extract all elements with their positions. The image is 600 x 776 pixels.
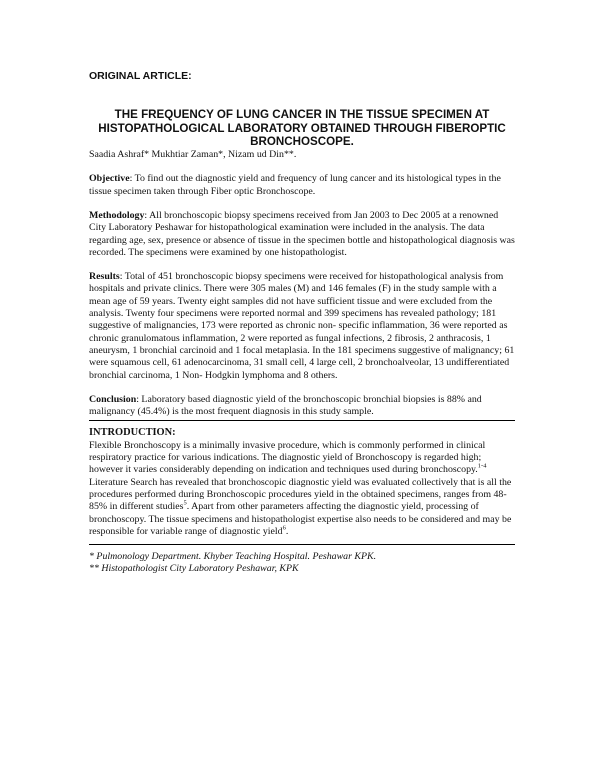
- footnote-2: ** Histopathologist City Laboratory Peshawar, KPK: [89, 563, 299, 575]
- introduction-paragraph-2: Literature Search has revealed that bronchoscopic diagnostic yield was evaluated collectively that is all the procedures performed during Bronchoscopic procedures yield in the obtained specimens, ranges from 48-85% in different studies$^5$. Apart from other parameters affecting the diagnostic yield, processing of bronchoscopy. The tissue specimens and histopathologist expertise also needs to be considered and may be responsible for variable range of diagnostic yield$^6$.: [89, 476, 512, 537]
- footnotes: [89, 551, 515, 576]
- section-divider: [89, 420, 515, 421]
- reference-marker: 1-4: [477, 463, 487, 471]
- conclusion-paragraph: [89, 394, 515, 419]
- introduction-paragraph-1: Flexible Bronchoscopy is a minimally invasive procedure, which is commonly performed in clinical respiratory practice for various indications. The diagnostic yield of Bronchoscopy is regarded high; however it varies considerably depending on indication and techniques used during bronchoscopy.$^{1-4}$: [89, 439, 487, 476]
- article-type: ORIGINAL ARTICLE:: [89, 70, 192, 82]
- reference-marker: 5: [183, 499, 187, 507]
- reference-marker: 6: [282, 524, 286, 532]
- methodology-text: : All bronchoscopic biopsy specimens received from Jan 2003 to Dec 2005 at a renowned City Laboratory Peshawar for histopathological examination were included in the analysis. The data regarding age, sex, presence or absence of tissue in the specimen bottle and histopathological diagnosis was recorded. The specimens were examined by one histopathologist.: [89, 209, 515, 258]
- results-paragraph: [89, 271, 515, 382]
- introduction-body: [89, 440, 515, 538]
- results-label: Results: [89, 271, 120, 283]
- methodology-paragraph: [89, 210, 515, 259]
- footnote-1: * Pulmonology Department. Khyber Teaching Hospital. Peshawar KPK.: [89, 551, 377, 563]
- results-text: : Total of 451 bronchoscopic biopsy specimens were received for histopathological analysis from hospitals and private clinics. There were 305 males (M) and 146 females (F) in the study sample with a mean age of 59 years. Twenty eight samples did not have sufficient tissue and were excluded from the analysis. Twenty four specimens were reported normal and 399 specimens has revealed pathology; 181 suggestive of malignancies, 173 were reported as chronic non- specific inflammation, 36 were reported as chronic granulomatous inflammation, 2 were reported as fungal infections, 2 fibrosis, 2 anthracosis, 1 aneurysm, 1 bronchial carcinoid and 1 focal metaplasia. In the 181 specimens suggestive of malignancy; 61 were squamous cell, 61 adenocarcinoma, 31 small cell, 4 large cell, 2 bronchoalveolar, 13 undifferentiated bronchial carcinoma, 1 Non- Hodgkin lymphoma and 8 others.: [89, 271, 515, 381]
- objective-label: Objective: [89, 173, 130, 185]
- objective-text: : To find out the diagnostic yield and frequency of lung cancer and its histological types in the tissue specimen taken through Fiber optic Bronchoscope.: [89, 173, 501, 197]
- article-page: [89, 70, 515, 576]
- article-title: THE FREQUENCY OF LUNG CANCER IN THE TISSUE SPECIMEN AT HISTOPATHOLOGICAL LABORATORY OBTAINED THROUGH FIBEROPTIC BRONCHOSCOPE.: [98, 108, 506, 149]
- conclusion-text: : Laboratory based diagnostic yield of the bronchoscopic bronchial biopsies is 88% and malignancy (45.4%) is the most frequent diagnosis in this study sample.: [89, 393, 482, 418]
- methodology-label: Methodology: [89, 209, 145, 221]
- conclusion-label: Conclusion: [89, 393, 137, 405]
- introduction-heading: INTRODUCTION:: [89, 427, 176, 439]
- objective-paragraph: [89, 173, 515, 198]
- footnote-divider: [89, 544, 515, 545]
- authors: Saadia Ashraf* Mukhtiar Zaman*, Nizam ud Din**.: [89, 149, 297, 161]
